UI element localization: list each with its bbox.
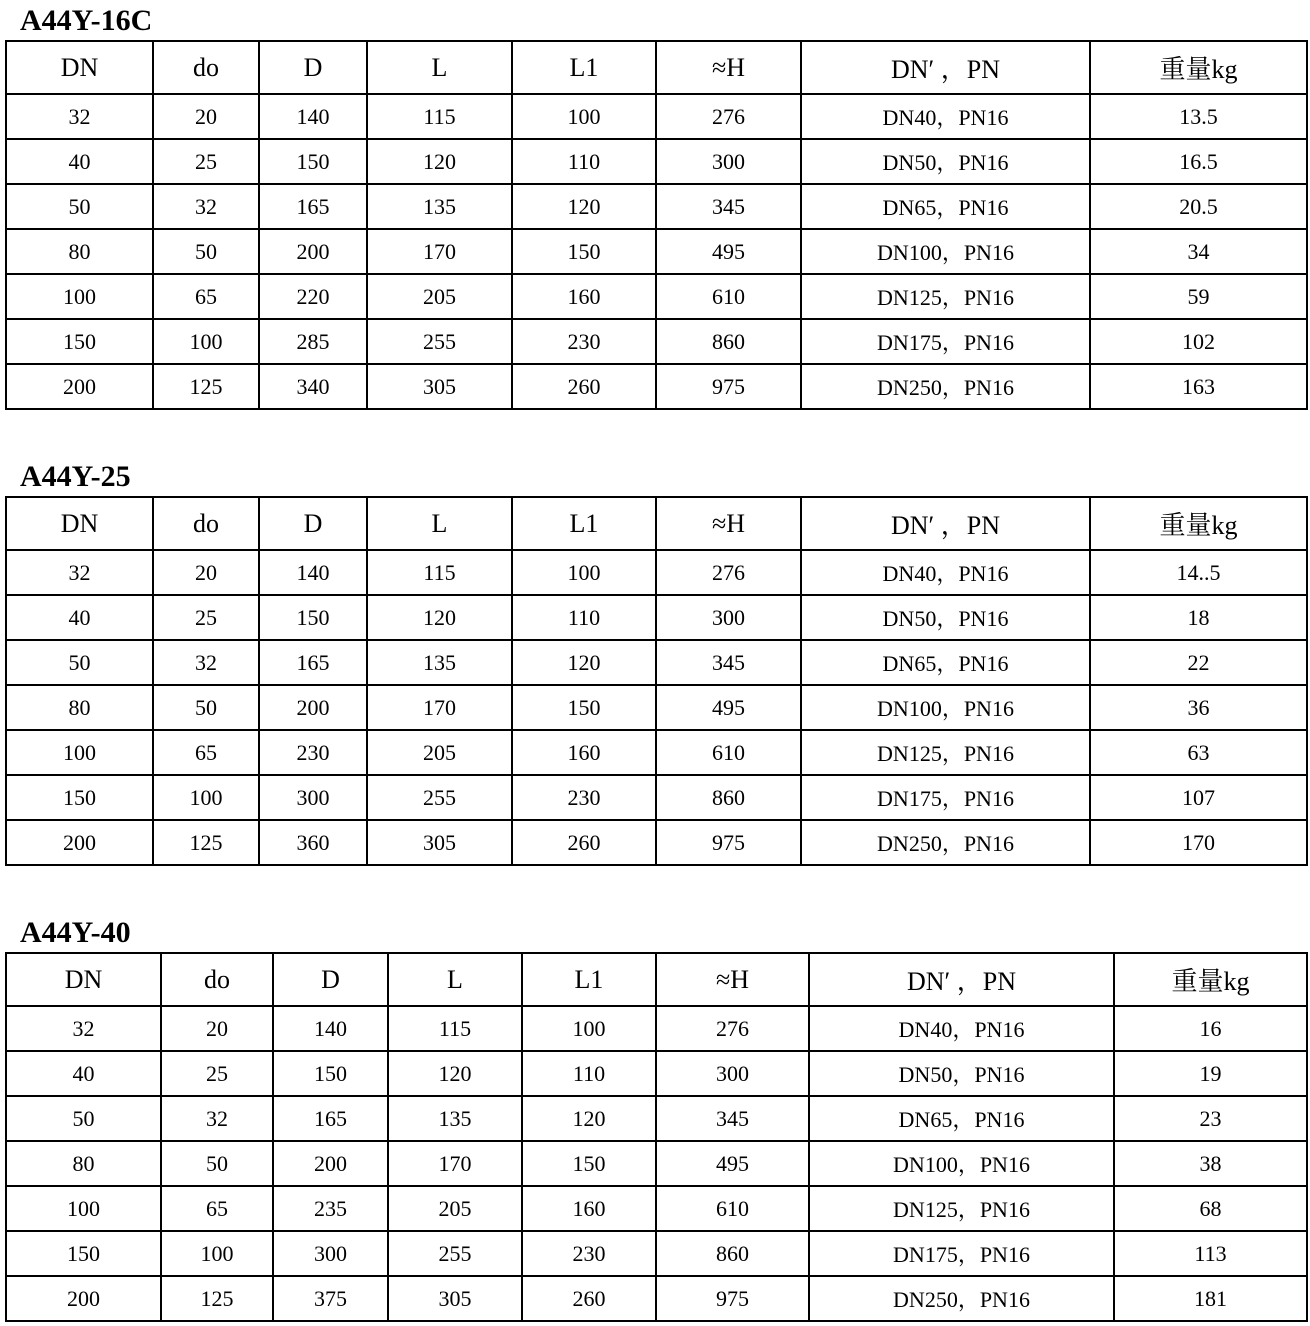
table-cell: 100 — [161, 1231, 273, 1276]
table-cell: 165 — [259, 640, 367, 685]
table-cell: 125 — [153, 364, 259, 409]
table-cell: 100 — [153, 775, 259, 820]
table-cell: DN250，PN16 — [809, 1276, 1114, 1321]
table-cell: 200 — [6, 820, 153, 865]
table-cell: 115 — [367, 550, 512, 595]
table-row — [6, 820, 1307, 865]
table-cell: 200 — [259, 229, 367, 274]
table-cell: 345 — [656, 640, 801, 685]
table-cell: 305 — [367, 820, 512, 865]
table-cell: 163 — [1090, 364, 1307, 409]
table-cell: 125 — [161, 1276, 273, 1321]
table-cell: 220 — [259, 274, 367, 319]
table-cell: 610 — [656, 274, 801, 319]
table-row — [6, 685, 1307, 730]
column-header: L1 — [512, 497, 656, 550]
table-row — [6, 1051, 1307, 1096]
table-cell: DN50，PN16 — [809, 1051, 1114, 1096]
table-cell: 135 — [367, 640, 512, 685]
table-cell: 200 — [6, 1276, 161, 1321]
table-cell: 18 — [1090, 595, 1307, 640]
table-cell: 860 — [656, 1231, 809, 1276]
table-cell: 150 — [512, 229, 656, 274]
table-cell: 300 — [273, 1231, 388, 1276]
table-cell: 40 — [6, 1051, 161, 1096]
spec-table — [5, 40, 1308, 410]
table-row — [6, 139, 1307, 184]
header-row — [6, 41, 1307, 94]
table-cell: 19 — [1114, 1051, 1307, 1096]
table-cell: 120 — [367, 595, 512, 640]
table-cell: DN100，PN16 — [809, 1141, 1114, 1186]
column-header: DN — [6, 497, 153, 550]
table-cell: 230 — [512, 319, 656, 364]
column-header: L — [367, 41, 512, 94]
table-cell: 65 — [161, 1186, 273, 1231]
table-cell: 100 — [6, 274, 153, 319]
column-header: L — [388, 953, 522, 1006]
table-cell: 140 — [259, 94, 367, 139]
table-cell: 102 — [1090, 319, 1307, 364]
table-cell: 100 — [6, 1186, 161, 1231]
column-header: DN — [6, 953, 161, 1006]
table-cell: 40 — [6, 139, 153, 184]
table-cell: 68 — [1114, 1186, 1307, 1231]
table-cell: 115 — [388, 1006, 522, 1051]
table-cell: 20.5 — [1090, 184, 1307, 229]
table-row — [6, 184, 1307, 229]
table-cell: 285 — [259, 319, 367, 364]
table-cell: 260 — [522, 1276, 656, 1321]
table-cell: 100 — [522, 1006, 656, 1051]
table-cell: 276 — [656, 94, 801, 139]
column-header: ≈H — [656, 497, 801, 550]
table-cell: 120 — [522, 1096, 656, 1141]
column-header: DN′ ，PN — [809, 953, 1114, 1006]
table-cell: 63 — [1090, 730, 1307, 775]
table-cell: 255 — [367, 775, 512, 820]
table-cell: 20 — [153, 94, 259, 139]
table-cell: 120 — [367, 139, 512, 184]
table-cell: 230 — [512, 775, 656, 820]
table-cell: 165 — [259, 184, 367, 229]
table-cell: 181 — [1114, 1276, 1307, 1321]
table-cell: 300 — [259, 775, 367, 820]
table-cell: DN50，PN16 — [801, 595, 1090, 640]
table-cell: 20 — [161, 1006, 273, 1051]
table-cell: 150 — [6, 319, 153, 364]
column-header: 重量kg — [1090, 497, 1307, 550]
table-cell: 375 — [273, 1276, 388, 1321]
table-cell: 305 — [367, 364, 512, 409]
table-cell: 150 — [512, 685, 656, 730]
table-cell: 860 — [656, 775, 801, 820]
table-cell: 135 — [367, 184, 512, 229]
table-cell: 276 — [656, 1006, 809, 1051]
table-cell: DN65，PN16 — [809, 1096, 1114, 1141]
table-cell: 300 — [656, 139, 801, 184]
table-cell: 610 — [656, 1186, 809, 1231]
table-cell: 170 — [388, 1141, 522, 1186]
table-cell: 140 — [273, 1006, 388, 1051]
table-cell: 36 — [1090, 685, 1307, 730]
table-row — [6, 274, 1307, 319]
table-cell: 150 — [6, 1231, 161, 1276]
table-cell: 975 — [656, 364, 801, 409]
table-cell: 150 — [6, 775, 153, 820]
table-cell: 125 — [153, 820, 259, 865]
table-cell: 107 — [1090, 775, 1307, 820]
table-cell: DN125，PN16 — [801, 730, 1090, 775]
table-cell: 25 — [153, 139, 259, 184]
table-cell: DN100，PN16 — [801, 685, 1090, 730]
spec-table — [5, 952, 1308, 1322]
table-title: A44Y-40 — [20, 916, 131, 949]
table-cell: 13.5 — [1090, 94, 1307, 139]
table-cell: 80 — [6, 1141, 161, 1186]
table-row — [6, 1141, 1307, 1186]
table-cell: 495 — [656, 229, 801, 274]
column-header: ≈H — [656, 41, 801, 94]
table-cell: DN250，PN16 — [801, 364, 1090, 409]
table-cell: 860 — [656, 319, 801, 364]
table-cell: DN175，PN16 — [801, 319, 1090, 364]
table-cell: 255 — [388, 1231, 522, 1276]
table-cell: 50 — [153, 229, 259, 274]
column-header: do — [153, 41, 259, 94]
table-cell: 50 — [6, 640, 153, 685]
table-cell: 135 — [388, 1096, 522, 1141]
table-cell: 120 — [512, 184, 656, 229]
table-cell: 300 — [656, 595, 801, 640]
table-cell: 170 — [367, 685, 512, 730]
table-cell: 80 — [6, 229, 153, 274]
table-cell: 165 — [273, 1096, 388, 1141]
table-title: A44Y-16C — [20, 4, 153, 37]
table-cell: 20 — [153, 550, 259, 595]
table-cell: DN250，PN16 — [801, 820, 1090, 865]
table-cell: 120 — [388, 1051, 522, 1096]
table-cell: 345 — [656, 184, 801, 229]
table-cell: 100 — [153, 319, 259, 364]
column-header: do — [161, 953, 273, 1006]
table-cell: DN40，PN16 — [801, 550, 1090, 595]
table-cell: 40 — [6, 595, 153, 640]
column-header: 重量kg — [1090, 41, 1307, 94]
table-row — [6, 94, 1307, 139]
table-row — [6, 319, 1307, 364]
column-header: 重量kg — [1114, 953, 1307, 1006]
table-cell: DN40，PN16 — [809, 1006, 1114, 1051]
table-cell: 59 — [1090, 274, 1307, 319]
table-cell: 32 — [6, 94, 153, 139]
table-cell: 170 — [367, 229, 512, 274]
table-cell: 205 — [367, 274, 512, 319]
column-header: ≈H — [656, 953, 809, 1006]
table-cell: 160 — [512, 730, 656, 775]
table-cell: 255 — [367, 319, 512, 364]
table-row — [6, 1231, 1307, 1276]
table-cell: 235 — [273, 1186, 388, 1231]
table-cell: 205 — [367, 730, 512, 775]
table-cell: 150 — [259, 139, 367, 184]
table-cell: 115 — [367, 94, 512, 139]
table-cell: 200 — [273, 1141, 388, 1186]
table-cell: 230 — [259, 730, 367, 775]
table-cell: DN125，PN16 — [809, 1186, 1114, 1231]
table-row — [6, 1096, 1307, 1141]
table-row — [6, 1186, 1307, 1231]
table-cell: 200 — [259, 685, 367, 730]
column-header: L1 — [512, 41, 656, 94]
table-cell: 14..5 — [1090, 550, 1307, 595]
table-row — [6, 775, 1307, 820]
table-cell: DN65，PN16 — [801, 640, 1090, 685]
table-cell: 110 — [512, 139, 656, 184]
table-cell: DN175，PN16 — [809, 1231, 1114, 1276]
table-cell: 975 — [656, 1276, 809, 1321]
column-header: do — [153, 497, 259, 550]
table-cell: 610 — [656, 730, 801, 775]
table-cell: 170 — [1090, 820, 1307, 865]
table-cell: 300 — [656, 1051, 809, 1096]
table-cell: 65 — [153, 730, 259, 775]
table-cell: 16.5 — [1090, 139, 1307, 184]
table-cell: 32 — [6, 550, 153, 595]
table-cell: 160 — [522, 1186, 656, 1231]
table-cell: 150 — [273, 1051, 388, 1096]
table-cell: 345 — [656, 1096, 809, 1141]
header-row — [6, 497, 1307, 550]
table-cell: DN125，PN16 — [801, 274, 1090, 319]
table-cell: 22 — [1090, 640, 1307, 685]
table-cell: 140 — [259, 550, 367, 595]
table-cell: 80 — [6, 685, 153, 730]
table-cell: 110 — [512, 595, 656, 640]
table-cell: 25 — [153, 595, 259, 640]
table-row — [6, 595, 1307, 640]
table-cell: 150 — [259, 595, 367, 640]
table-cell: 276 — [656, 550, 801, 595]
table-cell: DN100，PN16 — [801, 229, 1090, 274]
table-row — [6, 640, 1307, 685]
table-cell: 65 — [153, 274, 259, 319]
table-cell: DN65，PN16 — [801, 184, 1090, 229]
table-cell: 205 — [388, 1186, 522, 1231]
table-cell: 340 — [259, 364, 367, 409]
table-cell: 25 — [161, 1051, 273, 1096]
table-cell: 100 — [512, 550, 656, 595]
table-row — [6, 730, 1307, 775]
table-cell: 32 — [153, 184, 259, 229]
table-cell: 50 — [161, 1141, 273, 1186]
table-cell: 120 — [512, 640, 656, 685]
table-cell: 260 — [512, 364, 656, 409]
table-cell: DN50，PN16 — [801, 139, 1090, 184]
column-header: DN — [6, 41, 153, 94]
table-title: A44Y-25 — [20, 460, 131, 493]
table-row — [6, 550, 1307, 595]
table-cell: 360 — [259, 820, 367, 865]
table-cell: 150 — [522, 1141, 656, 1186]
table-cell: 200 — [6, 364, 153, 409]
table-cell: 23 — [1114, 1096, 1307, 1141]
table-cell: 50 — [6, 1096, 161, 1141]
table-cell: 50 — [6, 184, 153, 229]
column-header: D — [273, 953, 388, 1006]
spec-table — [5, 496, 1308, 866]
table-cell: 160 — [512, 274, 656, 319]
header-row — [6, 953, 1307, 1006]
table-row — [6, 1276, 1307, 1321]
table-cell: 100 — [6, 730, 153, 775]
table-cell: 16 — [1114, 1006, 1307, 1051]
table-cell: 32 — [153, 640, 259, 685]
column-header: D — [259, 497, 367, 550]
table-cell: 230 — [522, 1231, 656, 1276]
table-row — [6, 229, 1307, 274]
table-cell: 113 — [1114, 1231, 1307, 1276]
table-cell: 100 — [512, 94, 656, 139]
table-cell: 260 — [512, 820, 656, 865]
table-cell: 495 — [656, 1141, 809, 1186]
column-header: DN′ ，PN — [801, 41, 1090, 94]
table-cell: 32 — [6, 1006, 161, 1051]
table-cell: 305 — [388, 1276, 522, 1321]
table-cell: 32 — [161, 1096, 273, 1141]
table-cell: 50 — [153, 685, 259, 730]
table-row — [6, 1006, 1307, 1051]
table-cell: 110 — [522, 1051, 656, 1096]
column-header: D — [259, 41, 367, 94]
column-header: L — [367, 497, 512, 550]
table-cell: 38 — [1114, 1141, 1307, 1186]
table-cell: DN175，PN16 — [801, 775, 1090, 820]
table-cell: DN40，PN16 — [801, 94, 1090, 139]
table-cell: 495 — [656, 685, 801, 730]
column-header: DN′ ，PN — [801, 497, 1090, 550]
column-header: L1 — [522, 953, 656, 1006]
table-cell: 34 — [1090, 229, 1307, 274]
table-row — [6, 364, 1307, 409]
table-cell: 975 — [656, 820, 801, 865]
